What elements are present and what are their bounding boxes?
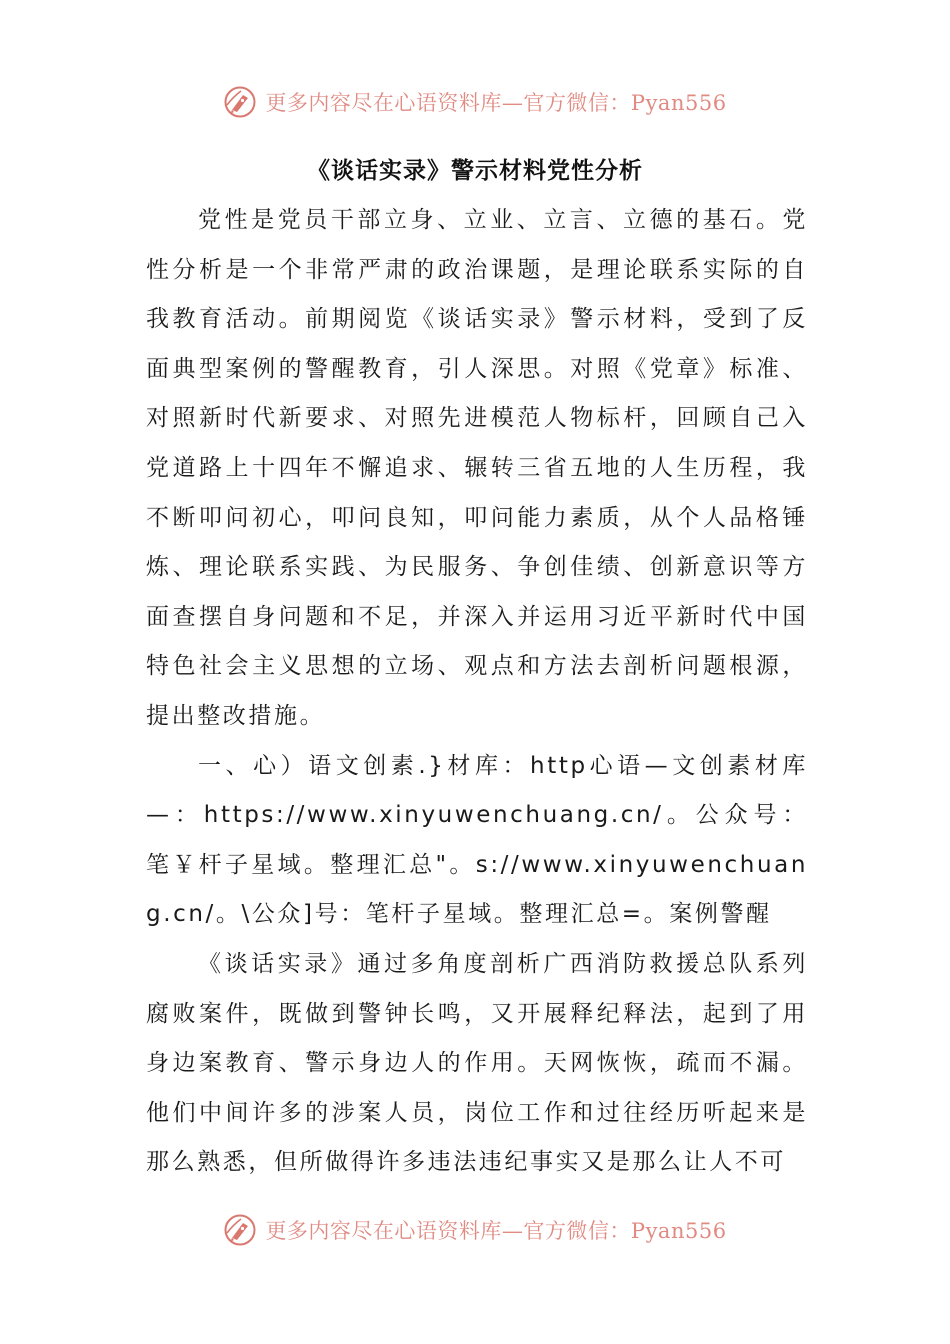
pen-nib-logo-icon bbox=[223, 85, 257, 119]
watermark-text: 更多内容尽在心语资料库—官方微信：Pyan556 bbox=[265, 1219, 727, 1243]
document-body bbox=[146, 196, 808, 1188]
footer-watermark-banner bbox=[0, 1208, 950, 1252]
pen-nib-logo-icon bbox=[223, 1213, 257, 1247]
header-watermark-banner bbox=[0, 80, 950, 124]
watermark-text: 更多内容尽在心语资料库—官方微信：Pyan556 bbox=[265, 91, 727, 115]
paragraph-intro: 党性是党员干部立身、立业、立言、立德的基石。党性分析是一个非常严肃的政治课题，是理论联系实际的自我教育活动。前期阅览《谈话实录》警示材料，受到了反面典型案例的警醒教育，引人深思。对照《党章》标准、对照新时代新要求、对照先进模范人物标杆，回顾自己入党道路上十四年不懈追求、辗转三省五地的人生历程，我不断叩问初心，叩问良知，叩问能力素质，从个人品格锤炼、理论联系实践、为民服务、争创佳绩、创新意识等方面查摆自身问题和不足，并深入并运用习近平新时代中国特色社会主义思想的立场、观点和方法去剖析问题根源，提出整改措施。 bbox=[146, 207, 808, 729]
document-title: 《谈话实录》警示材料党性分析 bbox=[307, 158, 643, 184]
paragraph-section-heading: 一、心）语文创素.}材库：http心语—文创素材库—：https://www.xinyuwenchuang.cn/。公众号：笔￥杆子星域。整理汇总"。s://www.xinyuwenchuang.cn/。\公众]号：笔杆子星域。整理汇总=。案例警醒 bbox=[146, 752, 808, 928]
paragraph-case-analysis: 《谈话实录》通过多角度剖析广西消防救援总队系列腐败案件，既做到警钟长鸣，又开展释纪释法，起到了用身边案教育、警示身边人的作用。天网恢恢，疏而不漏。他们中间许多的涉案人员，岗位工作和过往经历听起来是那么熟悉，但所做得许多违法违纪事实又是那么让人不可 bbox=[146, 950, 808, 1176]
